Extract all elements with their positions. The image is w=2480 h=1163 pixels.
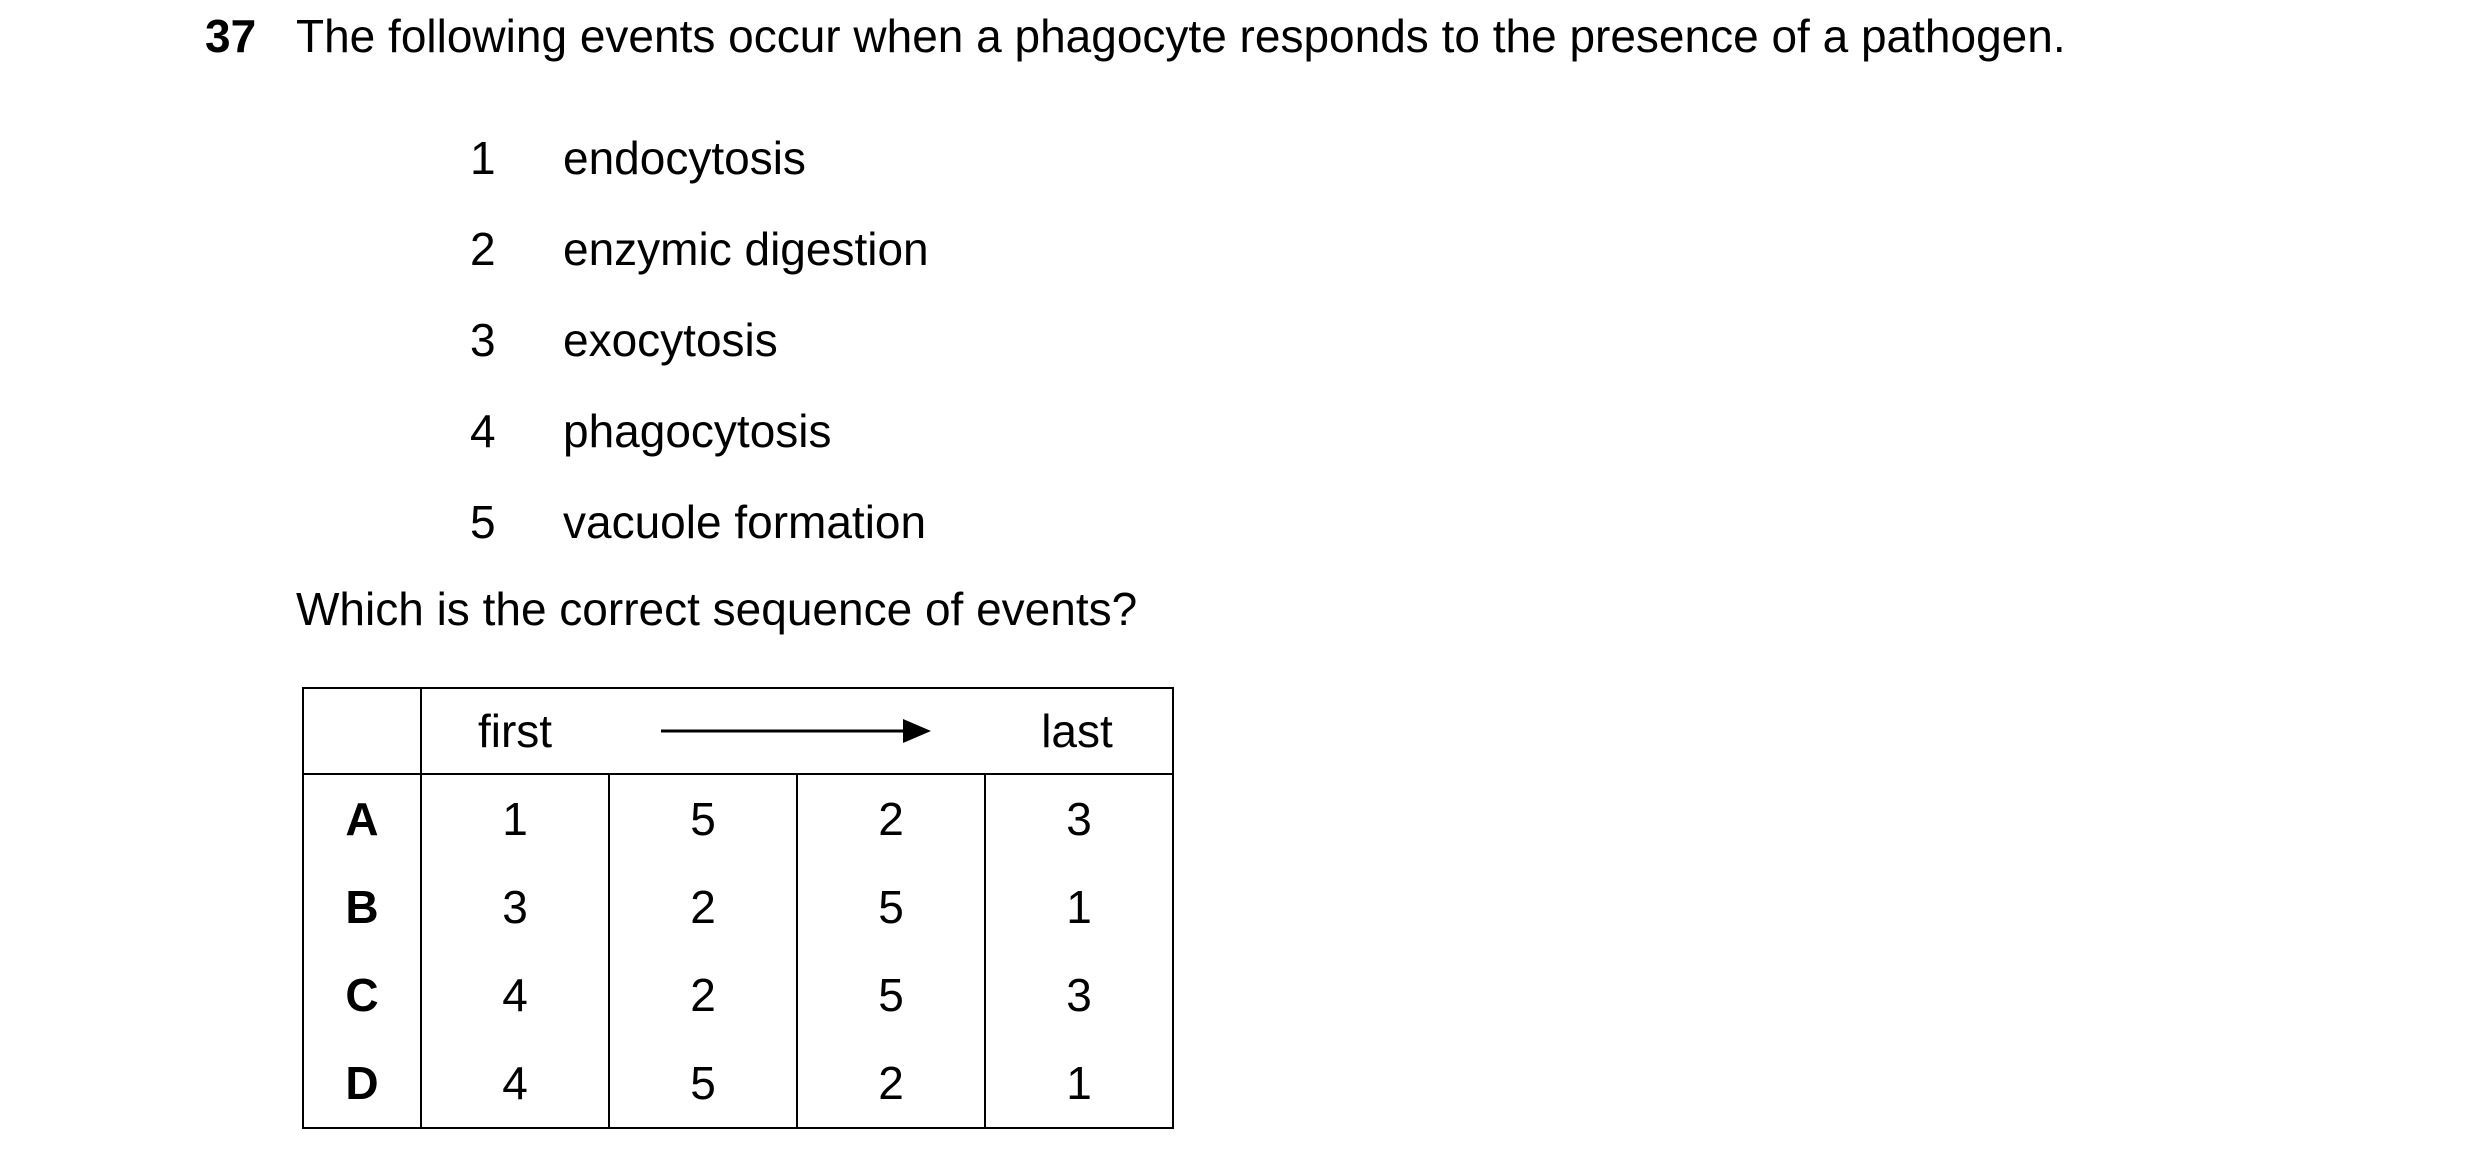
sequence-value: 2	[609, 951, 797, 1039]
list-item	[470, 294, 929, 385]
sequence-value: 5	[797, 951, 985, 1039]
option-letter: A	[303, 774, 421, 863]
event-text: enzymic digestion	[563, 222, 929, 275]
sequence-value: 2	[609, 863, 797, 951]
table-row	[303, 863, 1173, 951]
sequence-value: 1	[421, 774, 609, 863]
option-letter: C	[303, 951, 421, 1039]
event-list	[470, 112, 929, 567]
list-item	[470, 476, 929, 567]
sequence-value: 5	[797, 863, 985, 951]
header-last: last	[1041, 705, 1113, 757]
question-stem: The following events occur when a phagocyte responds to the presence of a pathogen.	[296, 10, 2066, 62]
question-number: 37	[205, 10, 257, 62]
event-text: exocytosis	[563, 313, 778, 366]
event-text: phagocytosis	[563, 404, 832, 457]
event-number: 3	[470, 313, 496, 366]
list-item	[470, 112, 929, 203]
sequence-value: 2	[797, 1039, 985, 1128]
list-item	[470, 203, 929, 294]
sequence-value: 4	[421, 951, 609, 1039]
event-number: 4	[470, 404, 496, 457]
sequence-value: 1	[985, 1039, 1173, 1128]
table-corner-cell	[303, 688, 421, 774]
sequence-value: 5	[609, 774, 797, 863]
option-letter: B	[303, 863, 421, 951]
table-row	[303, 1039, 1173, 1128]
sequence-value: 5	[609, 1039, 797, 1128]
event-number: 5	[470, 495, 496, 548]
header-first: first	[477, 705, 553, 757]
event-text: endocytosis	[563, 131, 806, 184]
event-number: 1	[470, 131, 496, 184]
sequence-value: 1	[985, 863, 1173, 951]
sequence-value: 3	[421, 863, 609, 951]
table-header-cell	[421, 688, 1173, 774]
table-row	[303, 774, 1173, 863]
event-number: 2	[470, 222, 496, 275]
event-text: vacuole formation	[563, 495, 927, 548]
table-header-row	[303, 688, 1173, 774]
option-letter: D	[303, 1039, 421, 1128]
question-prompt: Which is the correct sequence of events?	[296, 583, 1138, 635]
sequence-value: 4	[421, 1039, 609, 1128]
table-row	[303, 951, 1173, 1039]
sequence-value: 3	[985, 951, 1173, 1039]
sequence-value: 3	[985, 774, 1173, 863]
arrow-right-icon	[608, 716, 984, 746]
sequence-value: 2	[797, 774, 985, 863]
answer-table	[302, 687, 1174, 1129]
list-item	[470, 385, 929, 476]
